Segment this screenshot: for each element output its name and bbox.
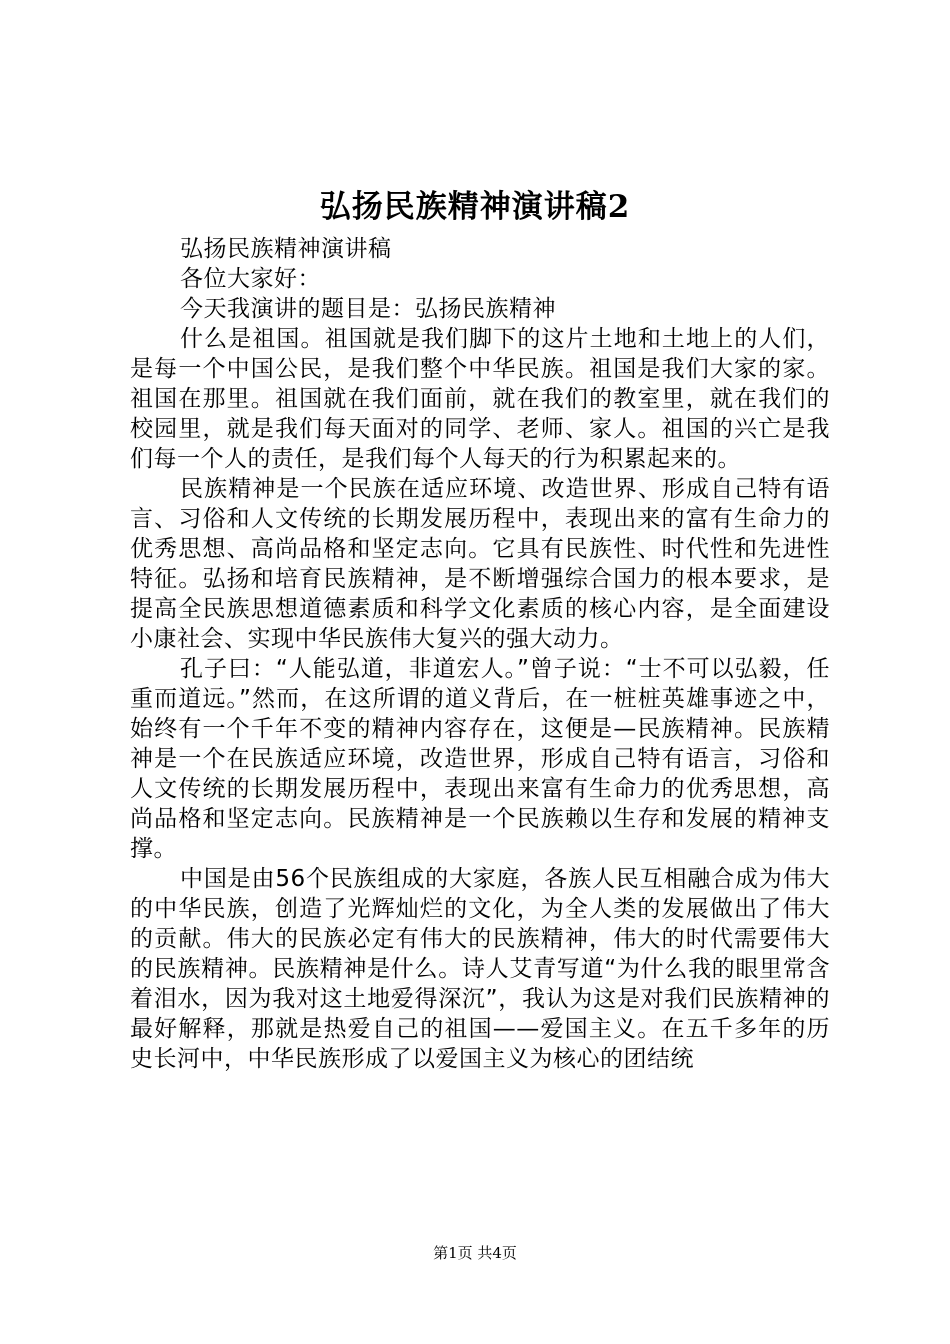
paragraph: 孔子曰：“人能弘道，非道宏人。”曾子说：“士不可以弘毅，任重而道远。”然而，在这所谓的道义背后，在一桩桩英雄事迹之中，始终有一个千年不变的精神内容存在，这便是—民族精神。民族精神是一个在民族适应环境，改造世界，形成自己特有语言，习俗和人文传统的长期发展历程中，表现出来富有生命力的优秀思想，高尚品格和坚定志向。民族精神是一个民族赖以生存和发展的精神支撑。 [130, 656, 830, 862]
paragraph: 各位大家好： [180, 266, 321, 292]
paragraph: 民族精神是一个民族在适应环境、改造世界、形成自己特有语言、习俗和人文传统的长期发展历程中，表现出来的富有生命力的优秀思想、高尚品格和坚定志向。它具有民族性、时代性和先进性特征。弘扬和培育民族精神，是不断增强综合国力的根本要求，是提高全民族思想道德素质和科学文化素质的核心内容，是全面建设小康社会、实现中华民族伟大复兴的强大动力。 [130, 476, 830, 652]
paragraph: 今天我演讲的题目是：弘扬民族精神 [180, 296, 556, 322]
paragraph: 弘扬民族精神演讲稿 [180, 236, 392, 262]
document-body [130, 234, 830, 1074]
document-title: 弘扬民族精神演讲稿2 [319, 189, 631, 225]
paragraph: 什么是祖国。祖国就是我们脚下的这片土地和土地上的人们，是每一个中国公民，是我们整个中华民族。祖国是我们大家的家。祖国在那里。祖国就在我们面前，就在我们的教室里，就在我们的校园里，就是我们每天面对的同学、老师、家人。祖国的兴亡是我们每一个人的责任，是我们每个人每天的行为积累起来的。 [130, 326, 830, 472]
page-footer: 第1页 共4页 [433, 1244, 517, 1262]
paragraph: 中国是由56个民族组成的大家庭，各族人民互相融合成为伟大的中华民族，创造了光辉灿烂的文化，为全人类的发展做出了伟大的贡献。伟大的民族必定有伟大的民族精神，伟大的时代需要伟大的民族精神。民族精神是什么。诗人艾青写道“为什么我的眼里常含着泪水，因为我对这土地爱得深沉”，我认为这是对我们民族精神的最好解释，那就是热爱自己的祖国——爱国主义。在五千多年的历史长河中，中华民族形成了以爱国主义为核心的团结统 [130, 866, 830, 1072]
